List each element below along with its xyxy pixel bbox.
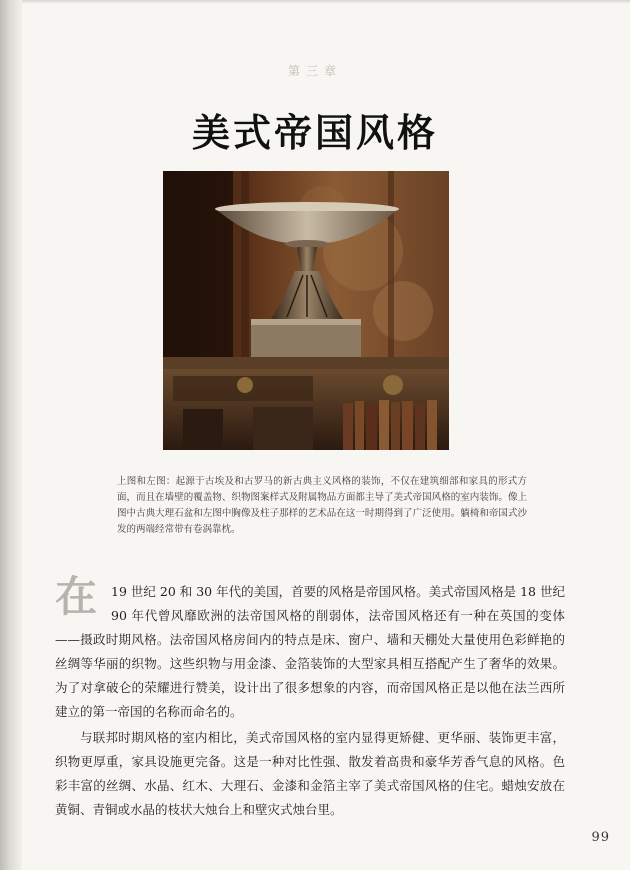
drop-cap: 在 (55, 572, 98, 621)
body-text (55, 572, 565, 822)
photo-caption: 上图和左图：起源于古埃及和古罗马的新古典主义风格的装饰，不仅在建筑细部和家具的形式方面，而且在墙壁的覆盖物、织物图案样式及附属物品方面都主导了美式帝国风格的室内装饰。像上图中古典大理石盆和左图中胸像及柱子那样的艺术品在这一时期得到了广泛使用。躺椅和帝国式沙发的两端经常带有卷涡靠枕。 (117, 476, 527, 535)
body-paragraph-1 (55, 572, 565, 724)
page-number: 99 (591, 830, 610, 845)
body-paragraph-1-text: 19 世纪 20 和 30 年代的美国，首要的风格是帝国风格。美式帝国风格是 18 世纪 90 年代曾风靡欧洲的法帝国风格的削弱体，法帝国风格还有一种在英国的变体——摄政时期风格。法帝国风格房间内的特点是床、窗户、墙和天棚处大量使用色彩鲜艳的丝绸等华丽的织物。这些织物与用金漆、金箔装饰的大型家具相互搭配产生了奢华的效果。为了对拿破仑的荣耀进行赞美，设计出了很多想象的内容，而帝国风格正是以他在法兰西所建立的第一帝国的名称而命名的。 (55, 584, 565, 719)
body-paragraph-2: 与联邦时期风格的室内相比，美式帝国风格的室内显得更矫健、更华丽、装饰更丰富，织物更厚重，家具设施更完备。这是一种对比性强、散发着高贵和豪华芳香气息的风格。色彩丰富的丝绸、水晶、红木、大理石、金漆和金箔主宰了美式帝国风格的住宅。蜡烛安放在黄铜、青铜或水晶的枝状大烛台上和壁灾式烛台里。 (55, 730, 565, 817)
chapter-label: 第三章 (287, 64, 342, 78)
photo-illustration (163, 171, 449, 450)
marble-urn-photo (163, 171, 449, 450)
page-title: 美式帝国风格 (191, 110, 438, 155)
book-gutter-shadow (0, 0, 22, 870)
page-top-edge (0, 0, 630, 4)
